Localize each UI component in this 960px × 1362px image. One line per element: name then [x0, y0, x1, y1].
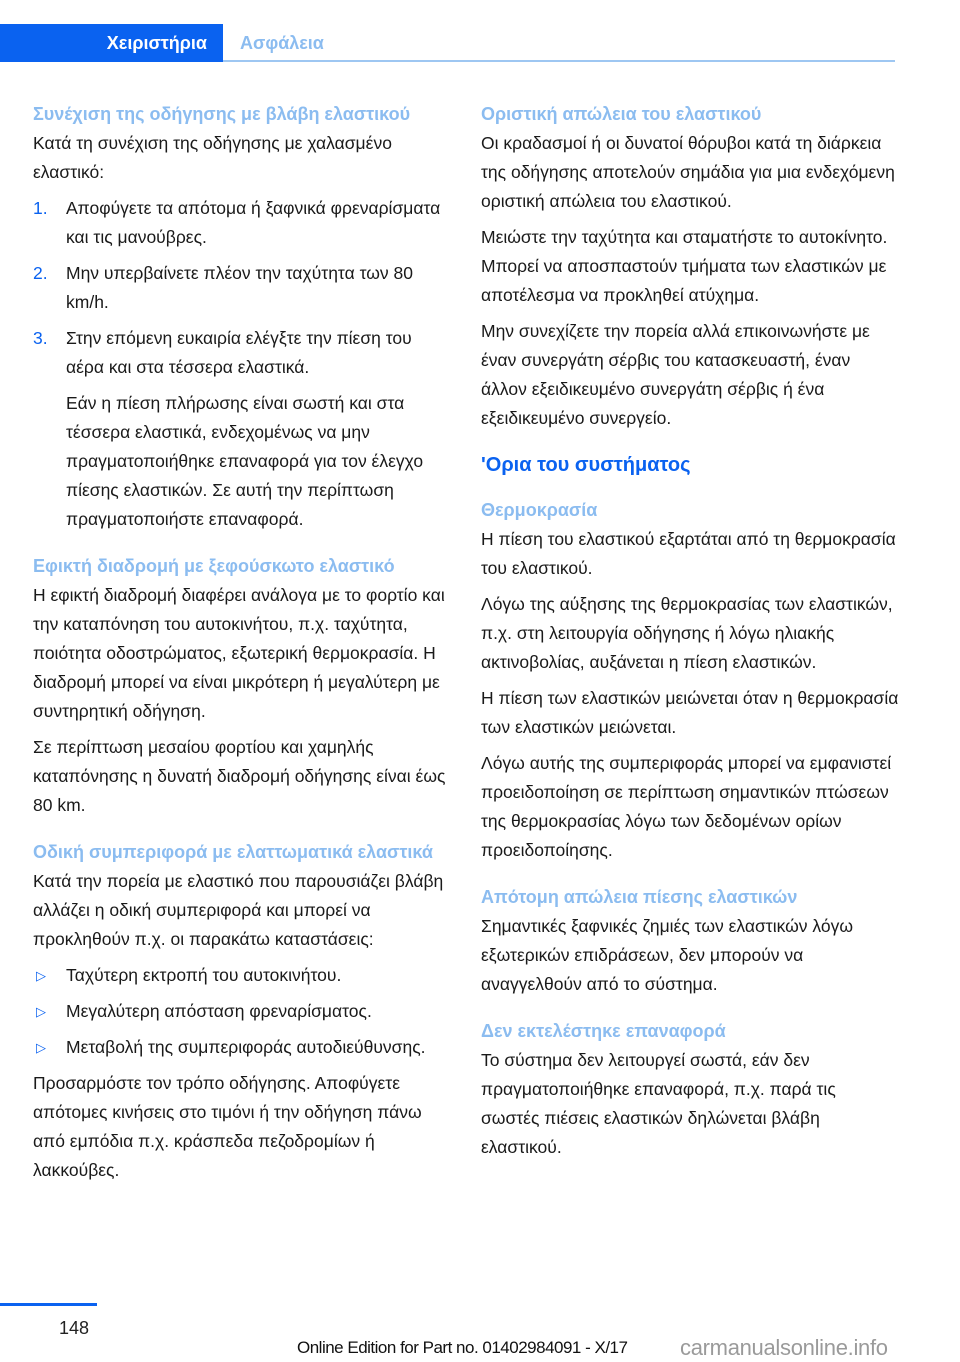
right-column	[481, 100, 899, 1180]
paragraph: Η πίεση των ελαστικών μειώνεται όταν η θερμοκρασία των ελαστικών μειώνεται.	[481, 688, 899, 737]
step-number: 2.	[33, 263, 48, 283]
section-heading: Θερμοκρασία	[481, 500, 598, 520]
numbered-steps	[33, 194, 451, 382]
page-header	[0, 24, 895, 62]
paragraph: Σε περίπτωση μεσαίου φορτίου και χαμηλής καταπόνησης η δυνατή διαδρομή οδήγησης είναι έως 80 km.	[33, 737, 446, 815]
section-heading: Δεν εκτελέστηκε επαναφορά	[481, 1021, 726, 1041]
section-heading: Απότομη απώλεια πίεσης ελαστικών	[481, 887, 798, 907]
section-heading: Οδική συμπεριφορά με ελαττωματικά ελαστικά	[33, 842, 433, 862]
paragraph: Μειώστε την ταχύτητα και σταματήστε το αυτοκίνητο. Μπορεί να αποσπαστούν τμήματα των ελαστικών με αποτέλεσμα να προκληθεί ατύχημα.	[481, 227, 888, 305]
section-road-behavior	[33, 838, 451, 1185]
section-heading: Εφικτή διαδρομή με ξεφούσκωτο ελαστικό	[33, 556, 395, 576]
step-item	[33, 324, 451, 382]
bullet-text: Μεγαλύτερη απόσταση φρεναρίσματος.	[66, 1001, 372, 1021]
step-text: Στην επόμενη ευκαιρία ελέγξτε την πίεση του αέρα και στα τέσσερα ελαστικά.	[66, 328, 412, 377]
paragraph: Η πίεση του ελαστικού εξαρτάται από τη θερμοκρασία του ελαστικού.	[481, 529, 896, 578]
tab-controls[interactable]: Χειριστήρια	[0, 24, 223, 62]
left-column	[33, 100, 451, 1203]
bullet-item	[33, 961, 451, 990]
paragraph: Λόγω αυτής της συμπεριφοράς μπορεί να εμφανιστεί προειδοποίηση σε περίπτωση σημαντικών πτώσεων της θερμοκρασίας λόγω των δεδομένων ορίων προειδοποίησης.	[481, 753, 892, 860]
step-text: Μην υπερβαίνετε πλέον την ταχύτητα των 80 km/h.	[66, 263, 413, 312]
paragraph: Προσαρμόστε τον τρόπο οδήγησης. Αποφύγετε απότομες κινήσεις στο τιμόνι ή την οδήγηση πάνω από εμπόδια π.χ. κράσπεδα πεζοδρομίων ή λακκούβες.	[33, 1073, 422, 1180]
triangle-bullet-icon: ▷	[36, 1040, 46, 1055]
paragraph: Λόγω της αύξησης της θερμοκρασίας των ελαστικών, π.χ. στη λειτουργία οδήγησης ή λόγω ηλιακής ακτινοβολίας, αυξάνεται η πίεση ελαστικών.	[481, 594, 893, 672]
section-heading: Οριστική απώλεια του ελαστικού	[481, 104, 762, 124]
tab-safety[interactable]: Ασφάλεια	[240, 32, 324, 53]
step-number: 3.	[33, 328, 48, 348]
watermark: carmanualsonline.info	[680, 1335, 888, 1360]
step-note: Εάν η πίεση πλήρωσης είναι σωστή και στα τέσσερα ελαστικά, ενδεχομένως να μην πραγματοποιήθηκε επαναφορά για τον έλεγχο πίεσης ελαστικών. Σε αυτή την περίπτωση πραγματοποιήστε επαναφορά.	[66, 393, 424, 529]
paragraph: Οι κραδασμοί ή οι δυνατοί θόρυβοι κατά τη διάρκεια της οδήγησης αποτελούν σημάδια για μια ενδεχόμενη οριστική απώλεια του ελαστικού.	[481, 133, 895, 211]
paragraph: Κατά την πορεία με ελαστικό που παρουσιάζει βλάβη αλλάζει η οδική συμπεριφορά και μπορεί να προκληθούν π.χ. οι παρακάτω καταστάσεις:	[33, 871, 444, 949]
section-driving-with-damaged-tire	[33, 100, 451, 534]
edition-text: Online Edition for Part no. 01402984091 - X/17	[297, 1338, 628, 1357]
section-range-flat-tire	[33, 552, 451, 820]
step-item	[33, 194, 451, 252]
system-limits-heading: 'Ορια του συστήματος	[481, 454, 691, 476]
paragraph: Το σύστημα δεν λειτουργεί σωστά, εάν δεν πραγματοποιήθηκε επαναφορά, π.χ. παρά τις σωστές πιέσεις ελαστικών δηλώνεται βλάβη ελαστικού.	[481, 1050, 836, 1157]
section-permanent-tire-loss	[481, 100, 899, 433]
paragraph: Σημαντικές ξαφνικές ζημιές των ελαστικών λόγω εξωτερικών επιδράσεων, δεν μπορούν να αναγγελθούν από το σύστημα.	[481, 916, 854, 994]
paragraph: Κατά τη συνέχιση της οδήγησης με χαλασμένο ελαστικό:	[33, 133, 392, 182]
section-no-reset	[481, 1017, 899, 1162]
section-temperature	[481, 496, 899, 865]
footer-divider	[0, 1303, 97, 1306]
triangle-bullet-icon: ▷	[36, 968, 46, 983]
step-number: 1.	[33, 198, 48, 218]
bullet-item	[33, 1033, 451, 1062]
bullet-text: Ταχύτερη εκτροπή του αυτοκινήτου.	[66, 965, 342, 985]
bullet-text: Μεταβολή της συμπεριφοράς αυτοδιεύθυνσης.	[66, 1037, 426, 1057]
section-heading: Συνέχιση της οδήγησης με βλάβη ελαστικού	[33, 104, 411, 124]
triangle-bullet-icon: ▷	[36, 1004, 46, 1019]
step-text: Αποφύγετε τα απότομα ή ξαφνικά φρεναρίσματα και τις μανούβρες.	[66, 198, 441, 247]
bullet-item	[33, 997, 451, 1026]
paragraph: Μην συνεχίζετε την πορεία αλλά επικοινωνήστε με έναν συνεργάτη σέρβις του κατασκευαστή, έναν άλλον εξειδικευμένο συνεργάτη σέρβις ή ένα εξειδικευμένο συνεργείο.	[481, 321, 870, 428]
section-sudden-pressure-loss	[481, 883, 899, 999]
step-item	[33, 259, 451, 317]
paragraph: Η εφικτή διαδρομή διαφέρει ανάλογα με το φορτίο και την καταπόνηση του αυτοκινήτου, π.χ. ταχύτητα, ποιότητα οδοστρώματος, εξωτερική θερμοκρασία. Η διαδρομή μπορεί να είναι μικρότερη ή μεγαλύτερη με συντηρητική οδήγηση.	[33, 585, 445, 721]
header-divider	[223, 60, 895, 62]
bullet-list	[33, 961, 451, 1062]
page-number: 148	[59, 1318, 90, 1338]
